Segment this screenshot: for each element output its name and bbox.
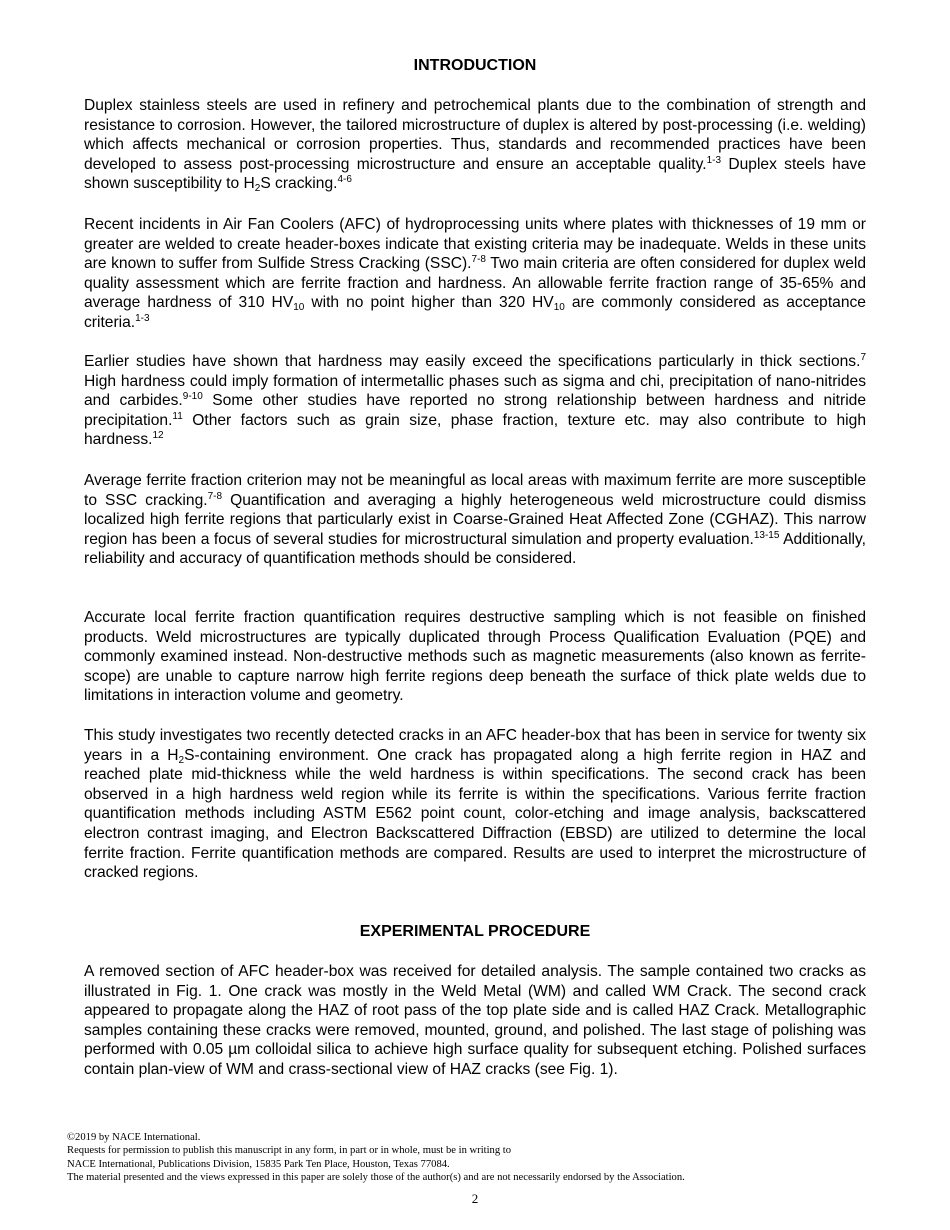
page-number: 2 [471,1191,479,1206]
intro-paragraph-4: Average ferrite fraction criterion may not be meaningful as local areas with maximum ferrite are more susceptible to SSC cracking.$^{7-8}$ Quantification and averaging a highly heterogeneous weld microstructure could dismiss localized high ferrite regions that particularly exist in Coarse-Grained Heat Affected Zone (CGHAZ). This narrow region has been a focus of several studies for microstructural simulation and property evaluation.$^{13-15}$ Additionally, reliability and accuracy of quantification methods should be considered. [84,472,866,568]
experimental-heading: EXPERIMENTAL PROCEDURE [359,923,591,940]
footer-line: Requests for permission to publish this manuscript in any form, in part or in whole, must be in writing to [67,1145,512,1157]
copyright-footer [67,1131,867,1185]
intro-paragraph-1: Duplex stainless steels are used in refinery and petrochemical plants due to the combination of strength and resistance to corrosion. However, the tailored microstructure of duplex is altered by post-processing (i.e. welding) which affects mechanical or corrosion properties. Thus, standards and recommended practices have been developed to assess post-processing microstructure and ensure an acceptable quality.$^{1-3}$ Duplex steels have shown susceptibility to $H_2S$ cracking.$^{4-6}$ [84,97,866,195]
experimental-paragraph-1: A removed section of AFC header-box was received for detailed analysis. The sample contained two cracks as illustrated in Fig. 1. One crack was mostly in the Weld Metal (WM) and called WM Crack. The second crack appeared to propagate along the HAZ of root pass of the top plate side and is called HAZ Crack. Metallographic samples containing these cracks were removed, mounted, ground, and polished. The last stage of polishing was performed with 0.05 µm colloidal silica to achieve high surface quality for subsequent etching. Polished surfaces contain plan-view of WM and crass-sectional view of HAZ cracks (see Fig. 1). [84,963,866,1078]
intro-paragraph-6: This study investigates two recently detected cracks in an AFC header-box that has been in service for twenty six years in a $H_2S$-containing environment. One crack has propagated along a high ferrite region in HAZ and reached plate mid-thickness while the weld hardness is within specifications. The second crack has been observed in a high hardness weld region while its ferrite is within the specifications. Various ferrite fraction quantification methods including ASTM E562 point count, color-etching and image analysis, backscattered electron contrast imaging, and Electron Backscattered Diffraction (EBSD) are utilized to determine the local ferrite fraction. Ferrite quantification methods are compared. Results are used to interpret the microstructure of cracked regions. [84,727,867,882]
intro-paragraph-2: Recent incidents in Air Fan Coolers (AFC) of hydroprocessing units where plates with thicknesses of 19 mm or greater are welded to create header-boxes indicate that existing criteria may be inadequate. Welds in these units are known to suffer from Sulfide Stress Cracking (SSC).$^{7-8}$ Two main criteria are often considered for duplex weld quality assessment which are ferrite fraction and hardness. An allowable ferrite fraction range of 35-65% and average hardness of 310 $HV_{10}$ with no point higher than 320 $HV_{10}$ are commonly considered as acceptance criteria.$^{1-3}$ [84,216,866,331]
footer-line: ©2019 by NACE International. [67,1132,201,1143]
intro-paragraph-3: Earlier studies have shown that hardness may easily exceed the specifications particularly in thick sections.$^7$ High hardness could imply formation of intermetallic phases such as sigma and chi, precipitation of nano-nitrides and carbides.$^{9-10}$ Some other studies have reported no strong relationship between hardness and nitride precipitation.$^{11}$ Other factors such as grain size, phase fraction, texture etc. may also contribute to high hardness.$^{12}$ [84,352,866,449]
introduction-heading: INTRODUCTION [413,57,537,74]
footer-line: NACE International, Publications Division, 15835 Park Ten Place, Houston, Texas 77084. [67,1158,450,1170]
intro-paragraph-5: Accurate local ferrite fraction quantification requires destructive sampling which is not feasible on finished products. Weld microstructures are typically duplicated through Process Qualification Evaluation (PQE) and commonly examined instead. Non-destructive methods such as magnetic measurements (also known as ferrite-scope) are unable to capture narrow high ferrite regions deep beneath the surface of thick plate welds due to limitations in interaction volume and geometry. [84,609,866,705]
footer-line: The material presented and the views expressed in this paper are solely those of the author(s) and are not necessarily endorsed by the Association. [67,1172,685,1184]
